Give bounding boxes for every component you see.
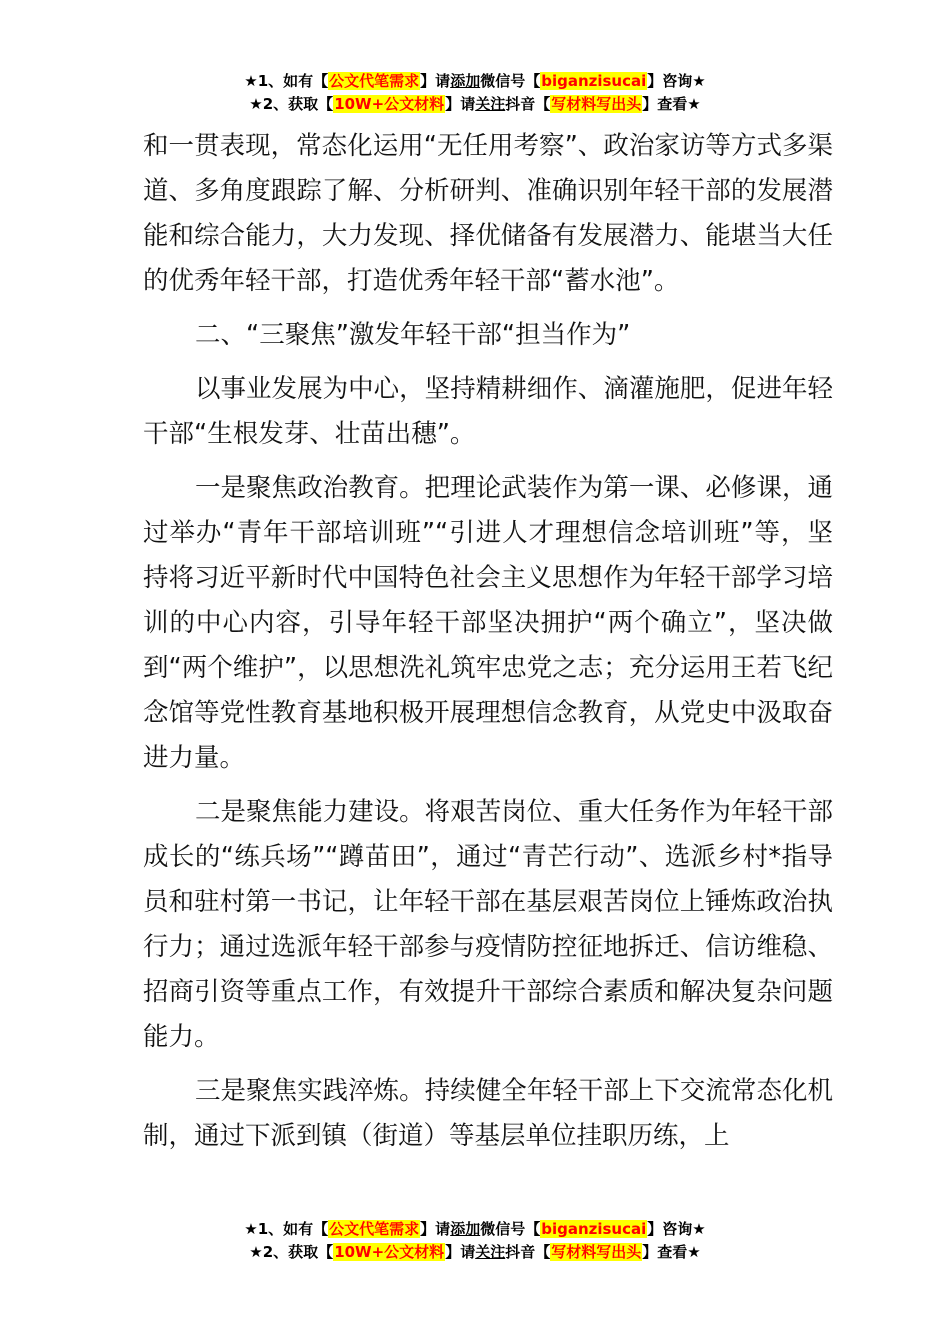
promo-line-2 bbox=[0, 93, 950, 116]
promo-highlight: 10W+公文材料 bbox=[334, 1243, 445, 1261]
paragraph: 二是聚焦能力建设。将艰苦岗位、重大任务作为年轻干部成长的“练兵场”“蹲苗田”，通过“青芒行动”、选派乡村*指导员和驻村第一书记，让年轻干部在基层艰苦岗位上锤炼政治执行力；通过选派年轻干部参与疫情防控征地拆迁、信访维稳、招商引资等重点工作，有效提升干部综合素质和解决复杂问题能力。 bbox=[143, 797, 833, 1052]
promo-underline: 添加 bbox=[450, 1220, 481, 1238]
promo-text: 】请 bbox=[445, 1243, 476, 1261]
promo-highlight: biganzisucai bbox=[541, 1220, 647, 1238]
promo-underline: 关注 bbox=[475, 1243, 506, 1261]
promo-banner-bottom bbox=[0, 1218, 950, 1264]
promo-text: 】查看★ bbox=[642, 95, 701, 113]
paragraph: 以事业发展为中心，坚持精耕细作、滴灌施肥，促进年轻干部“生根发芽、壮苗出穗”。 bbox=[143, 374, 833, 449]
paragraph-continuation: 和一贯表现，常态化运用“无任用考察”、政治家访等方式多渠道、多角度跟踪了解、分析研判、准确识别年轻干部的发展潜能和综合能力，大力发现、择优储备有发展潜力、能堪当大任的优秀年轻干部，打造优秀年轻干部“蓄水池”。 bbox=[143, 131, 833, 296]
promo-underline: 关注 bbox=[475, 95, 506, 113]
promo-highlight: 公文代笔需求 bbox=[329, 72, 420, 90]
promo-text: ★1、如有【 bbox=[244, 1220, 329, 1238]
promo-text: ★2、获取【 bbox=[249, 1243, 334, 1261]
document-body bbox=[143, 124, 833, 1168]
paragraph: 三是聚焦实践淬炼。持续健全年轻干部上下交流常态化机制，通过下派到镇（街道）等基层单位挂职历练，上 bbox=[143, 1076, 833, 1151]
promo-highlight: biganzisucai bbox=[541, 72, 647, 90]
promo-text: ★1、如有【 bbox=[244, 72, 329, 90]
promo-text: 】查看★ bbox=[642, 1243, 701, 1261]
promo-text: 】请 bbox=[420, 72, 451, 90]
promo-line-1 bbox=[0, 1218, 950, 1241]
promo-line-2 bbox=[0, 1241, 950, 1264]
promo-text: 微信号【 bbox=[480, 1220, 541, 1238]
promo-text: 】咨询★ bbox=[647, 72, 706, 90]
promo-underline: 添加 bbox=[450, 72, 481, 90]
promo-line-1 bbox=[0, 70, 950, 93]
promo-highlight: 写材料写出头 bbox=[551, 95, 642, 113]
promo-text: 抖音【 bbox=[505, 95, 551, 113]
promo-text: 】请 bbox=[420, 1220, 451, 1238]
section-heading: 二、“三聚焦”激发年轻干部“担当作为” bbox=[195, 320, 631, 350]
promo-text: 】咨询★ bbox=[647, 1220, 706, 1238]
promo-text: 抖音【 bbox=[505, 1243, 551, 1261]
promo-text: 微信号【 bbox=[480, 72, 541, 90]
promo-text: 】请 bbox=[445, 95, 476, 113]
promo-highlight: 写材料写出头 bbox=[551, 1243, 642, 1261]
promo-highlight: 公文代笔需求 bbox=[329, 1220, 420, 1238]
paragraph: 一是聚焦政治教育。把理论武装作为第一课、必修课，通过举办“青年干部培训班”“引进人才理想信念培训班”等，坚持将习近平新时代中国特色社会主义思想作为年轻干部学习培训的中心内容，引导年轻干部坚决拥护“两个确立”，坚决做到“两个维护”，以思想洗礼筑牢忠党之志；充分运用王若飞纪念馆等党性教育基地积极开展理想信念教育，从党史中汲取奋进力量。 bbox=[143, 473, 833, 773]
promo-banner-top bbox=[0, 70, 950, 116]
promo-text: ★2、获取【 bbox=[249, 95, 334, 113]
promo-highlight: 10W+公文材料 bbox=[334, 95, 445, 113]
